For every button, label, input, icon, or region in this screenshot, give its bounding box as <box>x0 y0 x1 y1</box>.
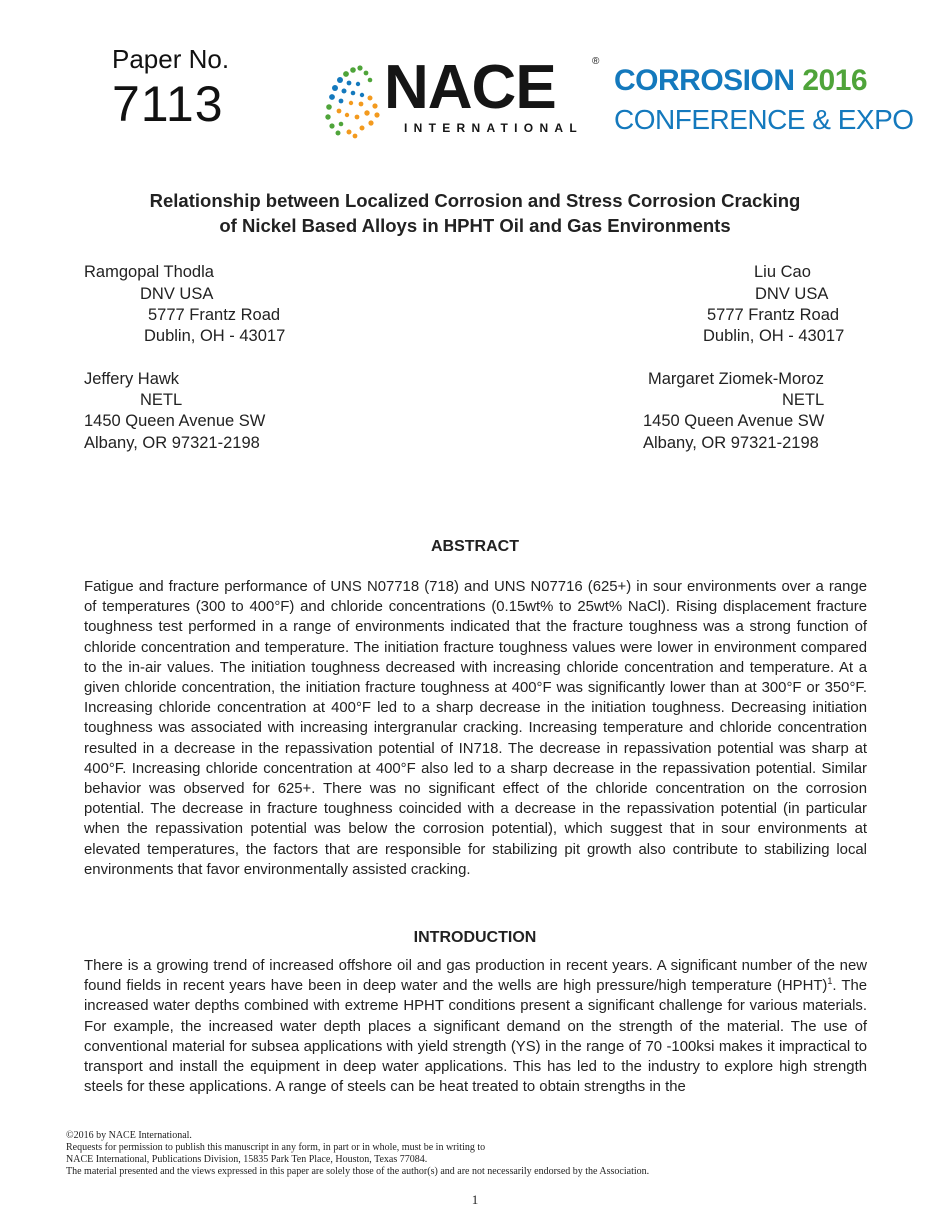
conference-name <box>614 64 867 98</box>
page-number: 1 <box>471 1192 479 1207</box>
author-city: Albany, OR 97321-2198 <box>643 434 819 452</box>
author-name: Ramgopal Thodla <box>84 263 214 281</box>
conference-year: 2016 <box>802 64 868 97</box>
nace-logo-text: NACE <box>384 53 556 122</box>
paper-title-line-2: of Nickel Based Alloys in HPHT Oil and Gas Environments <box>219 215 731 236</box>
author-org: DNV USA <box>140 285 214 303</box>
author-org: DNV USA <box>755 285 829 303</box>
footer-line: NACE International, Publications Division, 15835 Park Ten Place, Houston, Texas 77084. <box>66 1154 428 1165</box>
author-street: 1450 Queen Avenue SW <box>84 412 266 430</box>
reference-superscript: 1 <box>827 976 833 987</box>
author-org: NETL <box>782 391 825 409</box>
author-street: 1450 Queen Avenue SW <box>643 412 825 430</box>
nace-logo-subtext: INTERNATIONAL <box>404 121 584 135</box>
author-street: 5777 Frantz Road <box>148 306 281 324</box>
paper-number: 7113 <box>112 76 224 132</box>
author-city: Dublin, OH - 43017 <box>144 327 286 345</box>
author-street: 5777 Frantz Road <box>707 306 840 324</box>
conference-word: CORROSION <box>614 64 795 97</box>
paper-number-label: Paper No. <box>112 44 230 74</box>
author-name: Jeffery Hawk <box>84 370 180 388</box>
intro-text-part-2: . The increased water depths combined with extreme HPHT conditions present a significant challenge for various materials. For example, the increased water depth places a significant demand on the strength of the material. The use of conventional material for subsea applications with yield strength (YS) in the range of 70 -100ksi makes it impractical to transport and install the equipment in deep water applications. This has led to the industry to explore high strength steels for these applications. A range of steels can be heat treated to obtain strengths in the <box>84 978 868 1096</box>
author-name: Margaret Ziomek-Moroz <box>648 370 825 388</box>
author-city: Dublin, OH - 43017 <box>703 327 845 345</box>
introduction-text <box>84 956 867 1097</box>
author-org: NETL <box>140 391 183 409</box>
abstract-heading: ABSTRACT <box>431 538 519 555</box>
intro-text-part-1: There is a growing trend of increased offshore oil and gas production in recent years. A significant number of the new found fields in recent years have been in deep water and the wells are high pressure/high temperature (HPHT) <box>84 958 867 995</box>
footer-line: The material presented and the views expressed in this paper are solely those of the author(s) and are not necessarily endorsed by the Association. <box>66 1166 650 1177</box>
abstract-text: Fatigue and fracture performance of UNS N07718 (718) and UNS N07716 (625+) in sour environments over a range of temperatures (300 to 400°F) and chloride concentrations (0.15wt% to 25wt% NaCl). Rising displacement fracture toughness test performed in a range of environments indicated that the fracture toughness was a strong function of chloride concentration and temperature. The initiation fracture toughness values were lower in environment compared to the in-air values. The initiation toughness decreased with increasing chloride concentration and temperature. At a given chloride concentration, the initiation fracture toughness at 400°F was significantly lower than at 300°F or 350°F. Increasing chloride concentration at 400°F led to a sharp decrease in the initiation toughness. Decreasing initiation toughness was associated with increasing intergranular cracking. Increasing temperature and chloride concentration resulted in a decrease in the repassivation potential of IN718. The decrease in repassivation potential was sharp at 400°F. Increasing chloride concentration at 400°F also led to a sharp decrease in the repassivation potential. Similar behavior was observed for 625+. There was no significant effect of the chloride concentration on the corrosion potential. The decrease in fracture toughness coincided with a decrease in the repassivation potential (in particular when the repassivation potential was below the corrosion potential), which suggest that in sour environments at elevated temperatures, the factors that are responsible for stabilizing pit growth also contribute to stabilizing local environments that favor environmentally assisted cracking. <box>84 579 867 878</box>
footer-line: Requests for permission to publish this manuscript in any form, in part or in whole, must be in writing to <box>66 1142 486 1153</box>
conference-subtitle: CONFERENCE & EXPO <box>614 104 914 135</box>
footer-line: ©2016 by NACE International. <box>66 1130 192 1141</box>
author-name: Liu Cao <box>754 263 811 281</box>
introduction-heading: INTRODUCTION <box>413 929 537 946</box>
author-city: Albany, OR 97321-2198 <box>84 434 260 452</box>
copyright-footer <box>66 1130 896 1178</box>
paper-title-line-1: Relationship between Localized Corrosion and Stress Corrosion Cracking <box>149 190 801 211</box>
registered-mark: ® <box>592 56 600 67</box>
nace-logo-mark-icon <box>322 62 384 140</box>
